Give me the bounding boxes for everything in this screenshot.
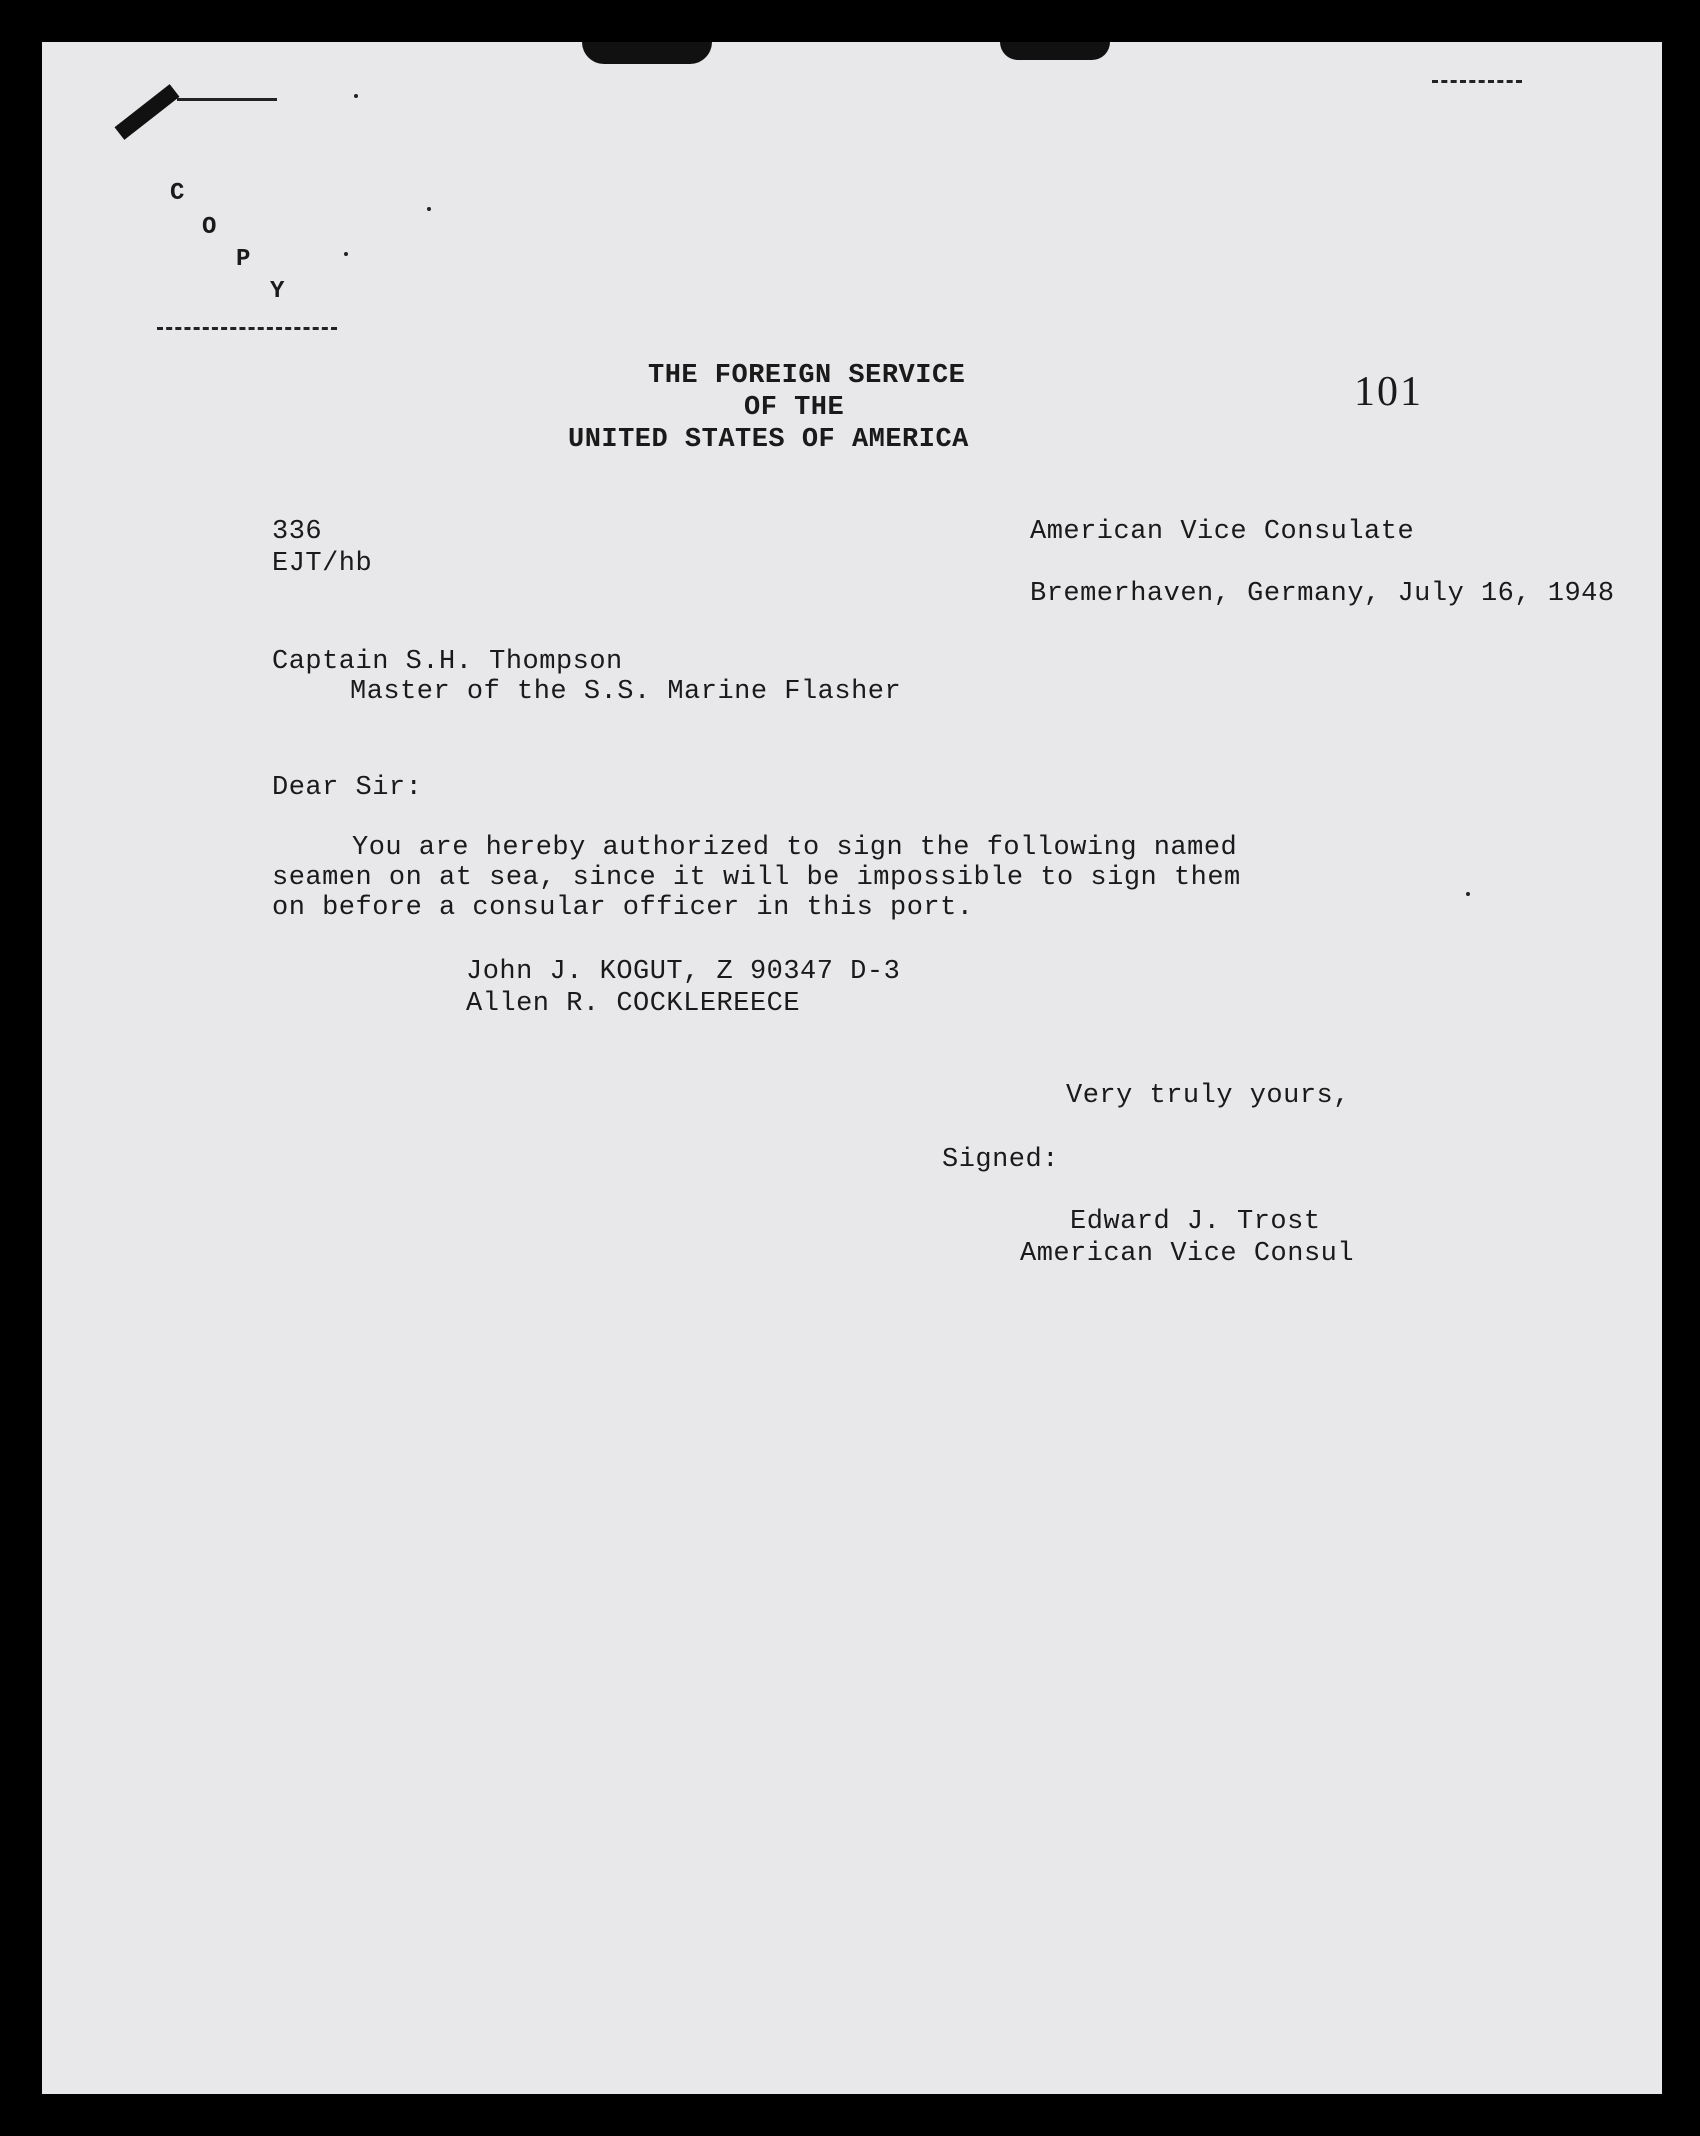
sender-office: American Vice Consulate xyxy=(1030,517,1415,547)
copy-stamp-letter-p: P xyxy=(236,246,251,273)
body-line-3: on before a consular officer in this port. xyxy=(272,893,974,923)
speck xyxy=(354,94,358,98)
reference-initials: EJT/hb xyxy=(272,549,373,579)
corner-dash xyxy=(177,98,277,101)
scan-blot-top-center xyxy=(1000,42,1110,60)
page-number: 101 xyxy=(1354,369,1423,415)
closing: Very truly yours, xyxy=(1066,1081,1350,1111)
signatory-title: American Vice Consul xyxy=(1020,1239,1355,1269)
letterhead-line-3: UNITED STATES OF AMERICA xyxy=(568,425,969,455)
salutation: Dear Sir: xyxy=(272,773,423,803)
document-page xyxy=(42,42,1662,2094)
letterhead-line-2: OF THE xyxy=(744,393,845,423)
file-number: 336 xyxy=(272,517,323,547)
scan-blot-top-left xyxy=(582,42,712,64)
top-right-mark xyxy=(1432,80,1522,83)
copy-stamp-letter-c: C xyxy=(170,180,185,207)
letterhead-line-1: THE FOREIGN SERVICE xyxy=(648,361,966,391)
speck xyxy=(427,207,431,211)
scan-blot-corner xyxy=(114,84,179,140)
copy-stamp-letter-o: O xyxy=(202,214,217,241)
seaman-entry: John J. KOGUT, Z 90347 D-3 xyxy=(466,957,901,987)
seaman-entry: Allen R. COCKLEREECE xyxy=(466,989,801,1019)
signatory-name: Edward J. Trost xyxy=(1070,1207,1321,1237)
copy-stamp-letter-y: Y xyxy=(270,278,285,305)
speck xyxy=(344,252,348,256)
place-and-date: Bremerhaven, Germany, July 16, 1948 xyxy=(1030,579,1615,609)
recipient-name: Captain S.H. Thompson xyxy=(272,647,623,677)
signed-label: Signed: xyxy=(942,1145,1059,1175)
body-line-1: You are hereby authorized to sign the following named xyxy=(352,833,1238,863)
speck xyxy=(1466,892,1470,896)
body-line-2: seamen on at sea, since it will be impossible to sign them xyxy=(272,863,1241,893)
recipient-title: Master of the S.S. Marine Flasher xyxy=(350,677,902,707)
copy-stamp-underline xyxy=(157,327,337,330)
